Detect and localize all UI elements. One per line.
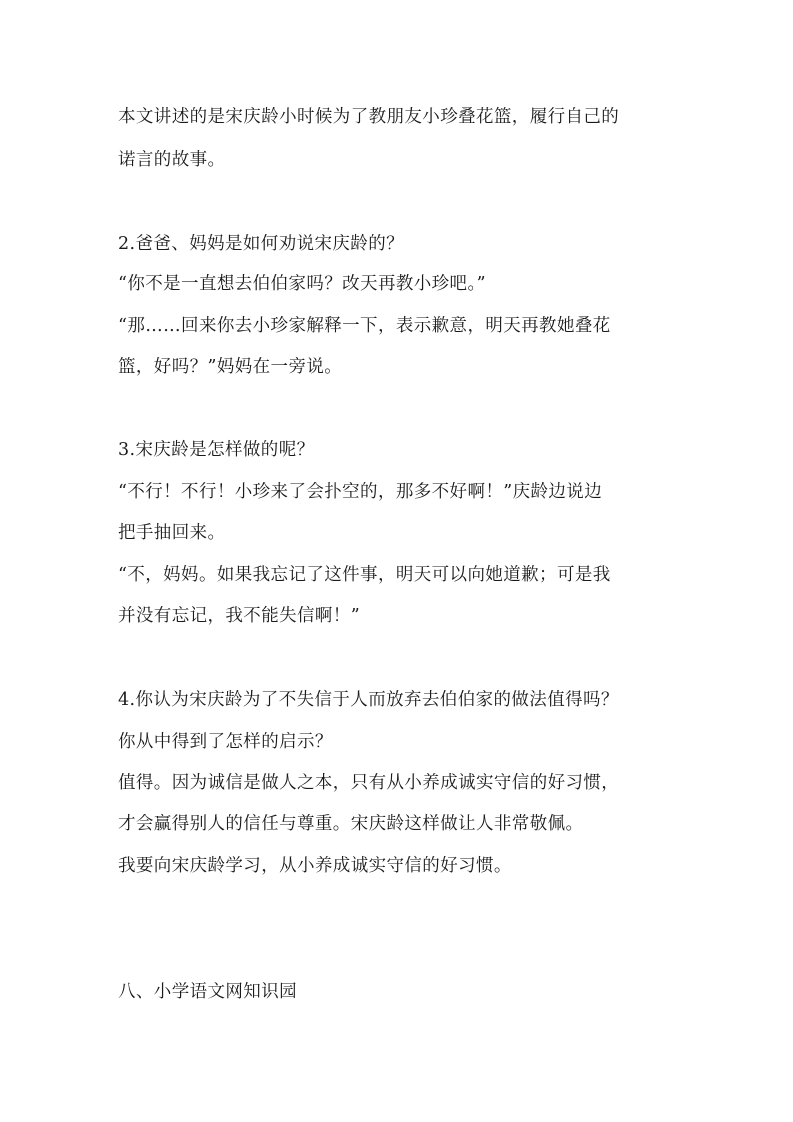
q4-answer-line-2: 才会赢得别人的信任与尊重。宋庆龄这样做让人非常敬佩。 xyxy=(118,814,584,834)
question-2: 2.爸爸、妈妈是如何劝说宋庆龄的？ xyxy=(118,234,404,254)
q3-answer-line-2: 把手抽回来。 xyxy=(118,523,226,543)
q2-answer-line-3: 篮，好吗？”妈妈在一旁说。 xyxy=(118,357,343,377)
q3-answer-line-3: “不，妈妈。如果我忘记了这件事，明天可以向她道歉；可是我 xyxy=(118,565,611,585)
q2-answer-line-2: “那……回来你去小珍家解释一下，表示歉意，明天再教她叠花 xyxy=(118,316,611,336)
section-8-heading: 八、小学语文网知识园 xyxy=(118,982,297,1002)
q4-answer-line-1: 值得。因为诚信是做人之本，只有从小养成诚实守信的好习惯， xyxy=(118,773,620,793)
q3-answer-line-4: 并没有忘记，我不能失信啊！” xyxy=(118,606,361,626)
question-3: 3.宋庆龄是怎样做的呢？ xyxy=(118,440,315,460)
q2-answer-line-1: “你不是一直想去伯伯家吗？改天再教小珍吧。” xyxy=(118,274,486,294)
question-4-line-2: 你从中得到了怎样的启示？ xyxy=(118,732,333,752)
question-4-line-1: 4.你认为宋庆龄为了不失信于人而放弃去伯伯家的做法值得吗？ xyxy=(118,690,619,710)
q4-answer-line-3: 我要向宋庆龄学习，从小养成诚实守信的好习惯。 xyxy=(118,856,512,876)
summary-line-1: 本文讲述的是宋庆龄小时候为了教朋友小珍叠花篮，履行自己的 xyxy=(118,107,620,127)
summary-line-2: 诺言的故事。 xyxy=(118,150,226,170)
q3-answer-line-1: “不行！不行！小珍来了会扑空的，那多不好啊！”庆龄边说边 xyxy=(118,482,603,502)
